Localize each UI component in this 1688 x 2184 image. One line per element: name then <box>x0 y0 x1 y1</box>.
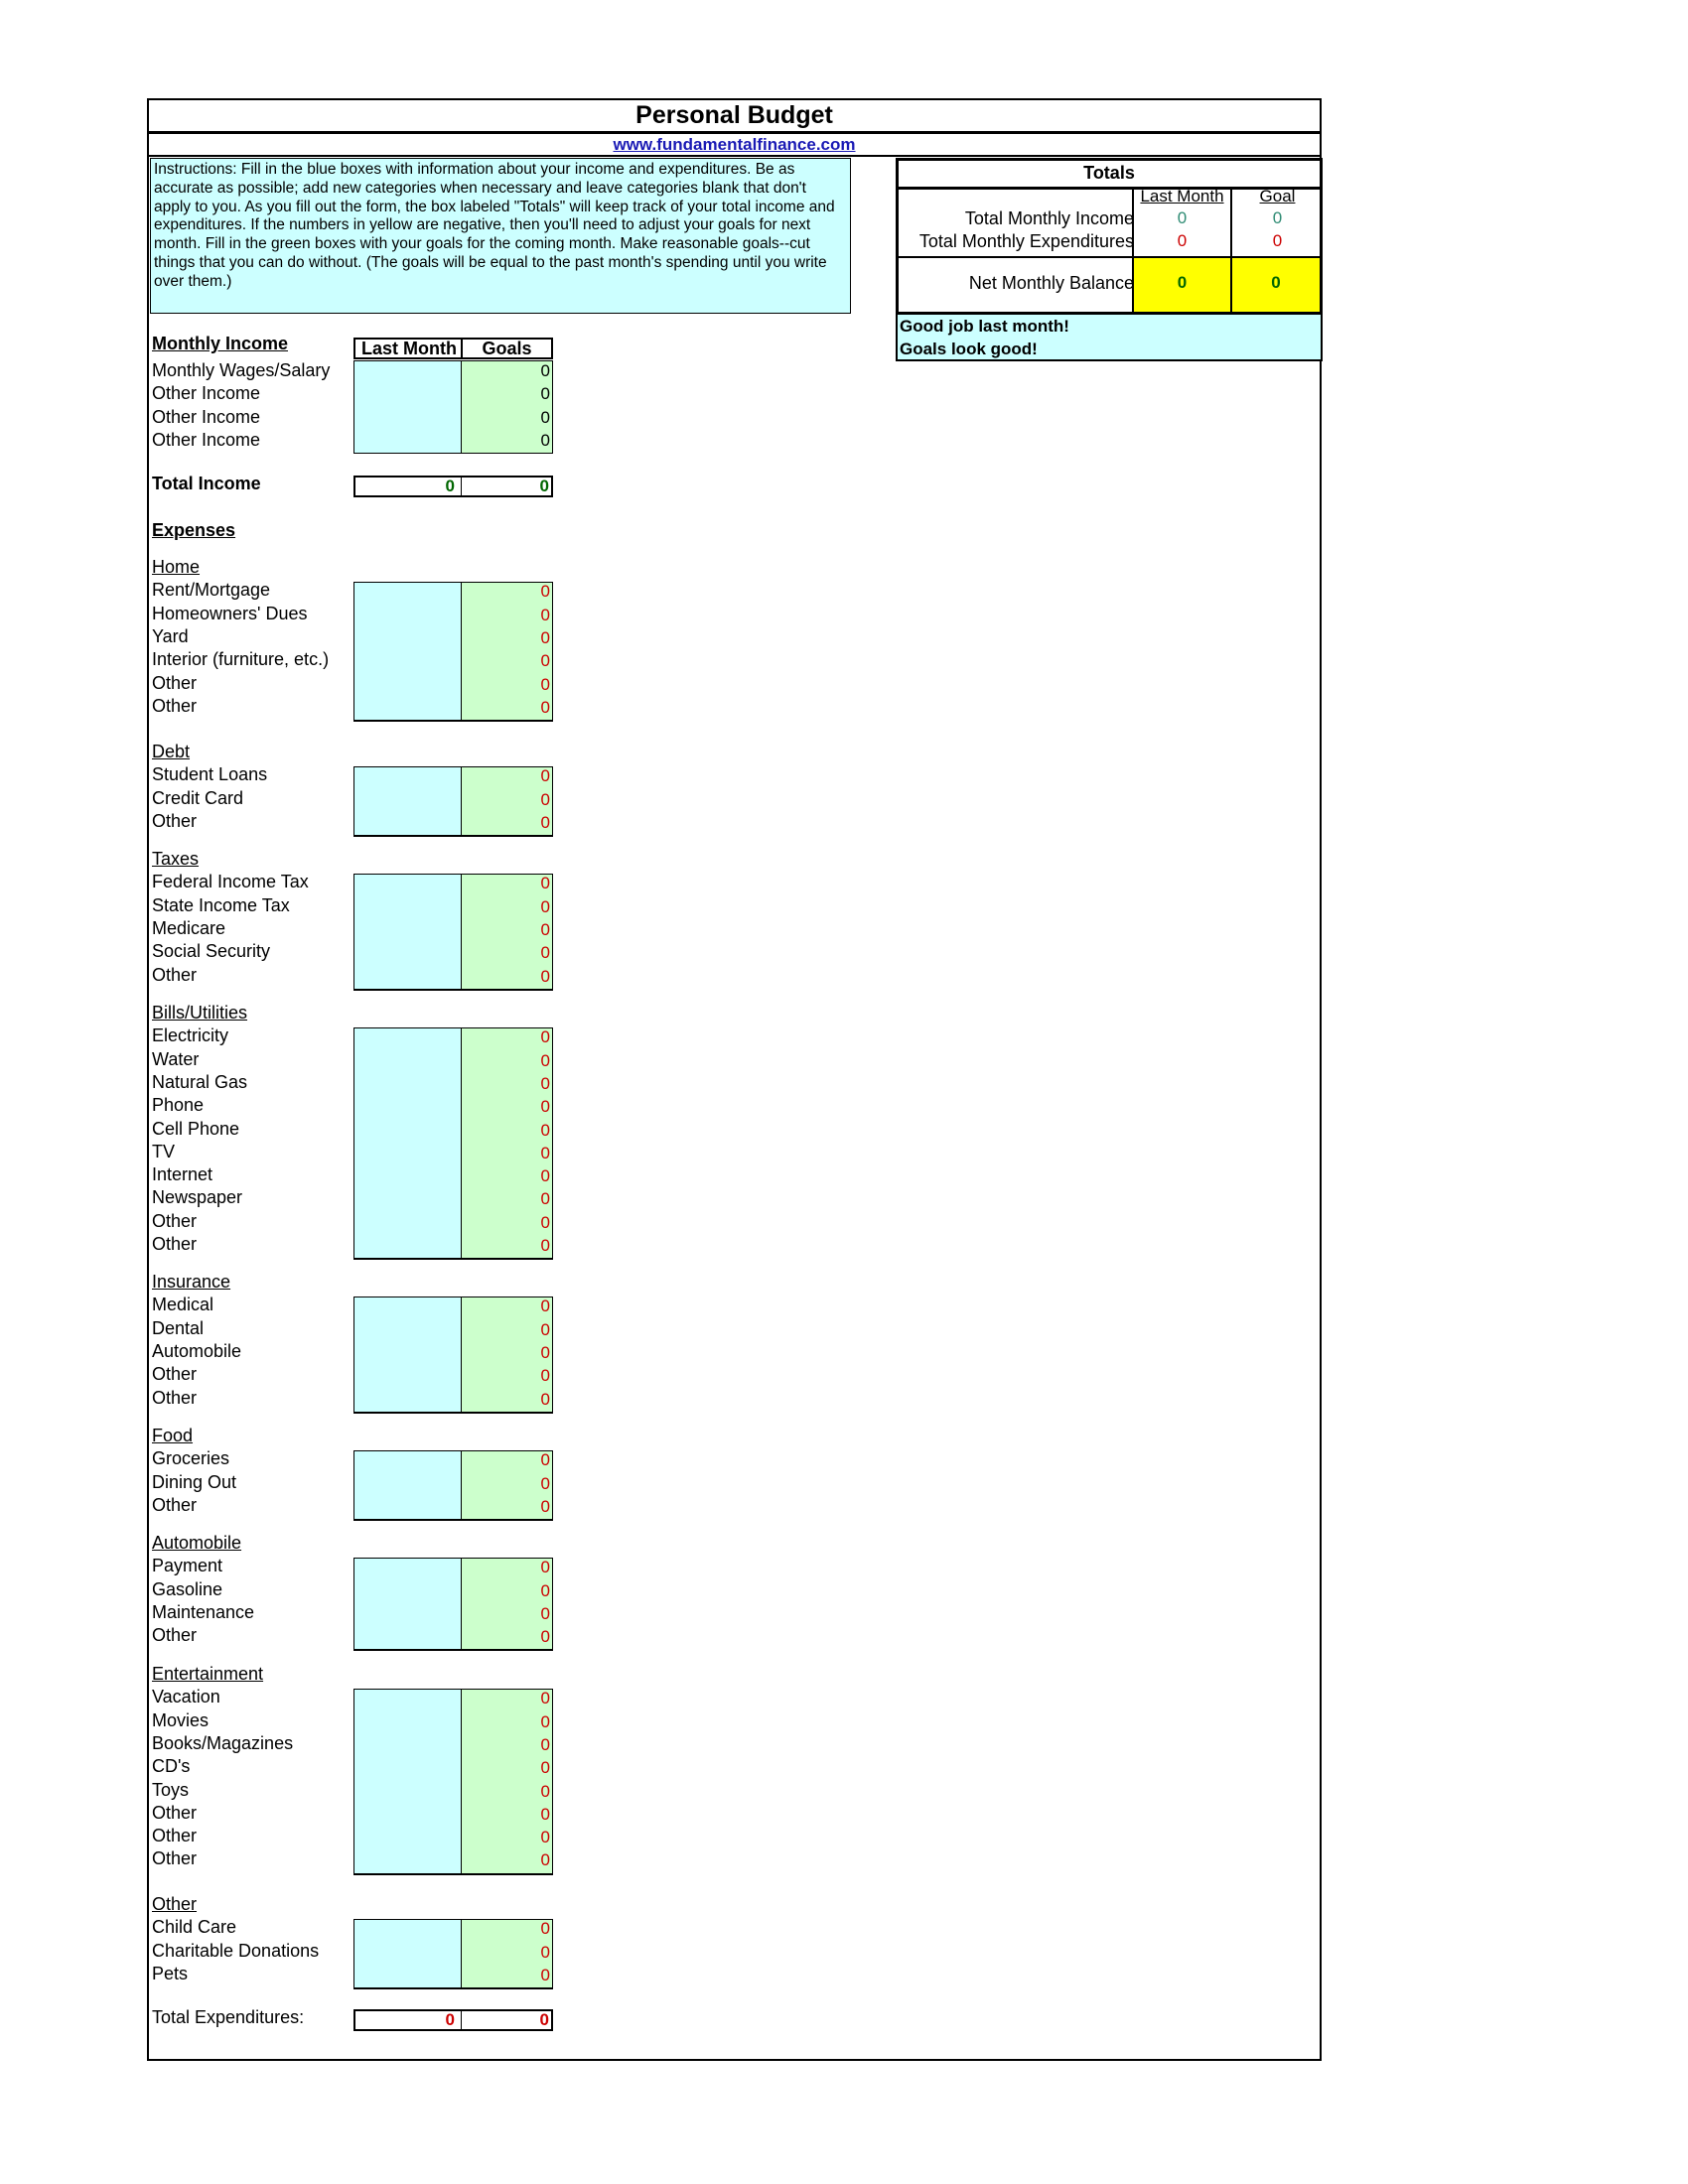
total-expenditures-label: Total Expenditures: <box>152 2007 305 2027</box>
category-heading: Bills/Utilities <box>152 1003 248 1023</box>
net-monthly-balance-label: Net Monthly Balance <box>968 273 1134 293</box>
total-income-last-month: 0 <box>1177 208 1188 227</box>
expense-row-label: Dental <box>152 1317 205 1338</box>
expense-row-label: Credit Card <box>152 787 244 808</box>
category-heading: Entertainment <box>152 1664 264 1684</box>
expense-row-label: Other <box>152 1364 198 1385</box>
expense-goal-value[interactable]: 0 <box>540 1212 550 1232</box>
expense-row-label: Vacation <box>152 1687 220 1707</box>
expense-goal-value[interactable]: 0 <box>540 943 550 963</box>
total-expenditures-last-month: 0 <box>1177 231 1188 250</box>
income-row-label: Other Income <box>152 383 261 404</box>
totals-col-last-month: Last Month <box>1140 187 1224 205</box>
expense-row-label: Movies <box>152 1709 210 1730</box>
expense-row-label: Natural Gas <box>152 1071 248 1092</box>
total-monthly-income-label: Total Monthly Income <box>964 208 1134 228</box>
expense-goal-value[interactable]: 0 <box>540 1450 550 1470</box>
last-month-input-column[interactable] <box>354 767 462 835</box>
expense-goal-value[interactable]: 0 <box>540 1603 550 1623</box>
net-balance-last-month: 0 <box>1177 273 1188 292</box>
total-expenditures-last-month: 0 <box>445 2010 455 2029</box>
expense-goal-value[interactable]: 0 <box>540 1758 550 1778</box>
totals-col-goal: Goal <box>1259 187 1296 205</box>
income-goal-value[interactable]: 0 <box>540 361 550 380</box>
expense-goal-value[interactable]: 0 <box>540 1319 550 1339</box>
last-month-input-column[interactable] <box>354 361 462 453</box>
expense-row-label: Child Care <box>152 1917 237 1938</box>
last-month-input-column[interactable] <box>354 1297 462 1412</box>
expense-row-label: Yard <box>152 625 189 646</box>
expense-goal-value[interactable]: 0 <box>540 1689 550 1708</box>
expense-goal-value[interactable]: 0 <box>540 812 550 832</box>
last-month-input-column[interactable] <box>354 1690 462 1872</box>
status-messages <box>896 315 1323 361</box>
expense-row-label: Automobile <box>152 1340 242 1361</box>
expense-goal-value[interactable]: 0 <box>540 1050 550 1070</box>
expense-goal-value[interactable]: 0 <box>540 1236 550 1255</box>
expense-goal-value[interactable]: 0 <box>540 1734 550 1754</box>
expense-row-label: Other <box>152 964 198 985</box>
expense-goal-value[interactable]: 0 <box>540 651 550 671</box>
expense-goal-value[interactable]: 0 <box>540 1143 550 1162</box>
expense-row-label: Cell Phone <box>152 1118 240 1139</box>
net-balance-goal: 0 <box>1271 273 1281 292</box>
expense-row-label: Toys <box>152 1779 190 1800</box>
last-month-input-column[interactable] <box>354 583 462 720</box>
expense-goal-value[interactable]: 0 <box>540 1804 550 1824</box>
expense-goal-value[interactable]: 0 <box>540 1366 550 1386</box>
expense-goal-value[interactable]: 0 <box>540 1120 550 1140</box>
expense-goal-value[interactable]: 0 <box>540 1627 550 1647</box>
total-income-goal: 0 <box>1272 208 1283 227</box>
income-goal-value[interactable]: 0 <box>540 384 550 404</box>
expense-row-label: Dining Out <box>152 1471 237 1492</box>
expense-goal-value[interactable]: 0 <box>540 1781 550 1801</box>
expense-row-label: Other <box>152 672 198 693</box>
income-column-headers <box>353 338 553 359</box>
expense-goal-value[interactable]: 0 <box>540 1850 550 1870</box>
expense-goal-value[interactable]: 0 <box>540 582 550 602</box>
expense-row-label: Other <box>152 1494 198 1515</box>
expense-goal-value[interactable]: 0 <box>540 1166 550 1186</box>
expense-row-label: Other <box>152 1826 198 1846</box>
expense-goal-value[interactable]: 0 <box>540 674 550 694</box>
expense-goal-value[interactable]: 0 <box>540 966 550 986</box>
expense-row-label: CD's <box>152 1756 191 1777</box>
col-last-month: Last Month <box>361 339 457 358</box>
category-heading: Insurance <box>152 1272 231 1292</box>
expense-goal-value[interactable]: 0 <box>540 1473 550 1493</box>
expense-row-label: Maintenance <box>152 1601 255 1622</box>
total-income-last-month: 0 <box>445 477 455 495</box>
expense-goal-value[interactable]: 0 <box>540 1297 550 1316</box>
expense-goal-value[interactable]: 0 <box>540 1389 550 1409</box>
expense-goal-value[interactable]: 0 <box>540 1073 550 1093</box>
expense-row-label: Phone <box>152 1095 205 1116</box>
category-heading: Home <box>152 557 201 577</box>
total-expenditures-box <box>353 2009 553 2031</box>
income-row-label: Other Income <box>152 429 261 450</box>
expense-goal-value[interactable]: 0 <box>540 919 550 939</box>
expense-row-label: Medicare <box>152 917 226 938</box>
expense-row-label: Gasoline <box>152 1578 223 1599</box>
budget-sheet-frame <box>147 98 1322 2061</box>
expense-row-label: Other <box>152 1210 198 1231</box>
expense-goal-value[interactable]: 0 <box>540 789 550 809</box>
expense-row-label: Water <box>152 1048 200 1069</box>
last-month-input-column[interactable] <box>354 1920 462 1987</box>
instructions-box: Instructions: Fill in the blue boxes with information about your income and expenditures. Be as accurate as possible; add new categories when necessary and leave categories blank that don't apply to you. As you fill out the form, the box labeled "Totals" will keep track of your total income and expenditures. If the numbers in yellow are negative, then you'll need to adjust your goals for next month. Fill in the green boxes with your goals for the coming month. Make reasonable goals--cut things that you can do without. (The goals will be equal to the past month's spending until you write over them.) <box>150 158 851 314</box>
income-goal-value[interactable]: 0 <box>540 407 550 427</box>
expense-row-label: Newspaper <box>152 1187 243 1208</box>
total-monthly-expenditures-label: Total Monthly Expenditures <box>918 231 1134 251</box>
expense-goal-value[interactable]: 0 <box>540 1919 550 1939</box>
website-link[interactable]: www.fundamentalfinance.com <box>613 135 856 154</box>
category-heading: Taxes <box>152 849 200 869</box>
expense-row-label: Other <box>152 1848 198 1869</box>
expense-goal-value[interactable]: 0 <box>540 1558 550 1577</box>
expense-goal-value[interactable]: 0 <box>540 1189 550 1209</box>
last-month-message: Good job last month! <box>900 317 1069 336</box>
total-income-label: Total Income <box>152 474 261 493</box>
expense-goal-value[interactable]: 0 <box>540 874 550 893</box>
website-link-row <box>147 135 1322 157</box>
total-expenditures-goal: 0 <box>1272 231 1283 250</box>
expense-goal-value[interactable]: 0 <box>540 1027 550 1047</box>
expense-row-label: Other <box>152 1234 198 1254</box>
expense-goal-value[interactable]: 0 <box>540 766 550 786</box>
category-heading: Automobile <box>152 1533 242 1553</box>
income-goal-value[interactable]: 0 <box>540 430 550 450</box>
expense-goal-value[interactable]: 0 <box>540 1342 550 1362</box>
category-heading: Other <box>152 1894 198 1914</box>
expense-goal-value[interactable]: 0 <box>540 1580 550 1600</box>
total-income-box <box>353 476 553 497</box>
expense-goal-value[interactable]: 0 <box>540 627 550 647</box>
col-goals: Goals <box>482 339 532 358</box>
expense-row-label: Other <box>152 695 198 716</box>
expense-row-label: Books/Magazines <box>152 1732 294 1753</box>
expense-goal-value[interactable]: 0 <box>540 1711 550 1731</box>
expense-row-label: TV <box>152 1141 176 1161</box>
expense-row-label: Other <box>152 1625 198 1646</box>
expense-row-label: Medical <box>152 1295 214 1315</box>
expense-row-label: Rent/Mortgage <box>152 580 271 601</box>
expense-row-label: Interior (furniture, etc.) <box>152 649 330 670</box>
expense-row-label: Electricity <box>152 1025 229 1046</box>
expense-row-label: Homeowners' Dues <box>152 603 308 623</box>
category-heading: Food <box>152 1426 194 1445</box>
expense-goal-value[interactable]: 0 <box>540 697 550 717</box>
expense-goal-value[interactable]: 0 <box>540 1828 550 1847</box>
goals-message: Goals look good! <box>900 340 1038 358</box>
monthly-income-heading: Monthly Income <box>152 334 289 353</box>
income-row-label: Monthly Wages/Salary <box>152 360 331 380</box>
expense-goal-value[interactable]: 0 <box>540 1942 550 1962</box>
expense-row-label: Pets <box>152 1963 189 1983</box>
expense-row-label: Groceries <box>152 1448 230 1469</box>
totals-header: Totals <box>896 158 1323 190</box>
expense-goal-value[interactable]: 0 <box>540 1496 550 1516</box>
expense-row-label: Charitable Donations <box>152 1940 320 1961</box>
expense-row-label: Other <box>152 1387 198 1408</box>
expense-row-label: Student Loans <box>152 764 268 785</box>
expense-goal-value[interactable]: 0 <box>540 1965 550 1984</box>
expense-goal-value[interactable]: 0 <box>540 605 550 624</box>
last-month-input-column[interactable] <box>354 1028 462 1258</box>
expenses-heading: Expenses <box>152 520 236 540</box>
expense-row-label: Payment <box>152 1556 223 1576</box>
page-title: Personal Budget <box>147 98 1322 134</box>
expense-row-label: Other <box>152 810 198 831</box>
last-month-input-column[interactable] <box>354 875 462 989</box>
last-month-input-column[interactable] <box>354 1559 462 1649</box>
expense-goal-value[interactable]: 0 <box>540 896 550 916</box>
expense-row-label: State Income Tax <box>152 894 290 915</box>
last-month-input-column[interactable] <box>354 1451 462 1519</box>
expense-row-label: Federal Income Tax <box>152 872 309 892</box>
total-income-goal: 0 <box>539 477 549 495</box>
expense-row-label: Internet <box>152 1164 213 1185</box>
total-expenditures-goal: 0 <box>539 2010 549 2029</box>
expense-goal-value[interactable]: 0 <box>540 1097 550 1117</box>
income-row-label: Other Income <box>152 406 261 427</box>
category-heading: Debt <box>152 742 191 761</box>
expense-row-label: Social Security <box>152 941 271 962</box>
expense-row-label: Other <box>152 1802 198 1823</box>
